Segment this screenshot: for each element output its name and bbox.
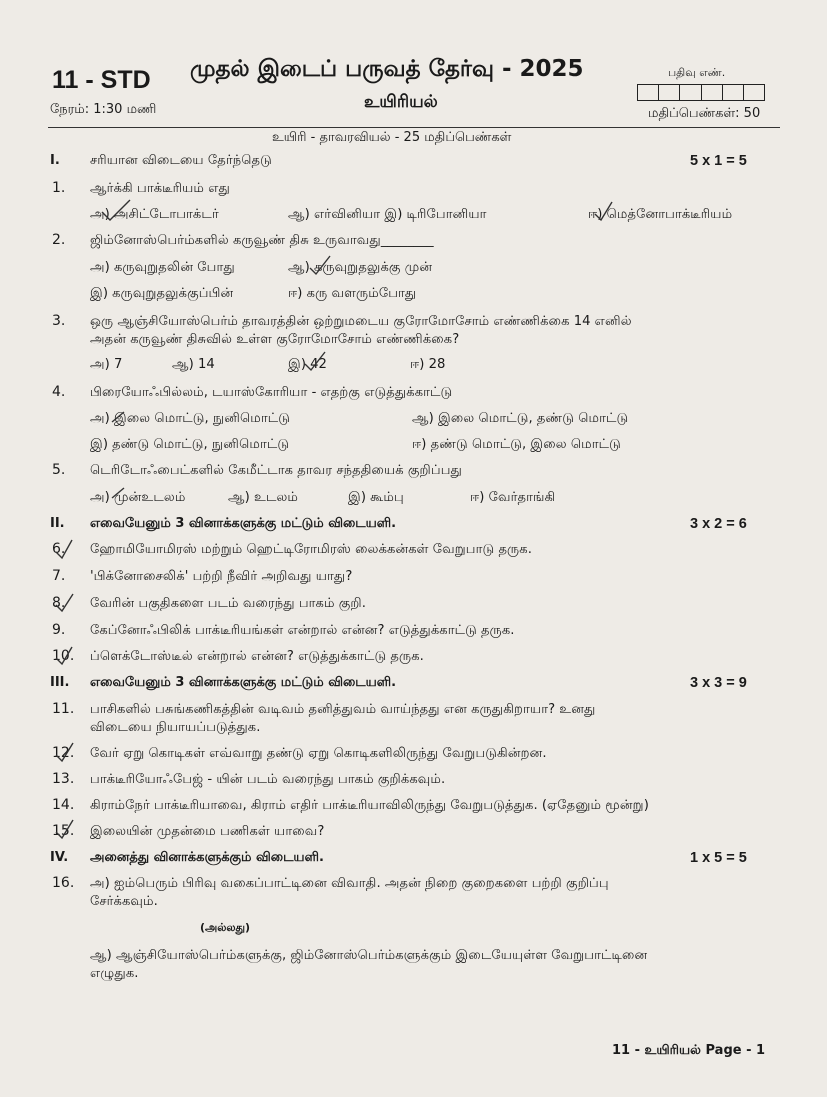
question-number: 4.: [52, 384, 66, 400]
option: இ) கூம்பு: [348, 490, 404, 505]
section-number: IV.: [50, 850, 69, 865]
subject-title: உயிரியல்: [364, 92, 438, 112]
tick-mark: [56, 743, 73, 761]
question-text: விடையை நியாயப்படுத்துக.: [90, 720, 261, 735]
exam-time: நேரம்: 1:30 மணி: [50, 102, 157, 117]
question-text: பாக்டீரியோஃபேஜ் - யின் படம் வரைந்து பாகம் குறிக்கவும்.: [90, 772, 446, 787]
question-number: 11.: [52, 701, 75, 717]
option: ஆ) கருவுறுதலுக்கு முன்: [288, 260, 433, 275]
question-number: 2.: [52, 232, 66, 248]
tick-mark: [305, 352, 325, 370]
tick-mark: [112, 412, 124, 422]
question-text: ஒரு ஆஞ்சியோஸ்பெர்ம் தாவரத்தின் ஒற்றுமடைய குரோமோசோம் எண்ணிக்கை 14 எனில்: [90, 314, 632, 329]
question-text: ஆ) ஆஞ்சியோஸ்பெர்ம்களுக்கு, ஜிம்னோஸ்பெர்ம்களுக்கும் இடையேயுள்ள வேறுபாட்டினை: [90, 948, 648, 963]
question-text: வேர் ஏறு கொடிகள் எவ்வாறு தண்டு ஏறு கொடிகளிலிருந்து வேறுபடுகின்றன.: [90, 746, 547, 761]
question-text: சேர்க்கவும்.: [90, 894, 158, 909]
option: ஈ) தண்டு மொட்டு, இலை மொட்டு: [412, 437, 621, 452]
option: ஆ) எர்வினியா இ) டிரிபோனியா: [288, 207, 487, 222]
section-title: எவையேனும் 3 வினாக்களுக்கு மட்டும் விடையளி.: [90, 516, 397, 531]
tick-mark: [595, 202, 612, 220]
question-number: 15.: [52, 823, 75, 839]
question-number: 13.: [52, 771, 75, 787]
tick-mark: [56, 820, 73, 838]
option: ஈ) கரு வளரும்போது: [288, 286, 417, 301]
question-number: 14.: [52, 797, 75, 813]
question-text: அ) ஐம்பெரும் பிரிவு வகைப்பாட்டினை விவாதி. அதன் நிறை குறைகளை பற்றி குறிப்பு: [90, 876, 609, 891]
question-number: 3.: [52, 313, 66, 329]
tick-mark: [102, 200, 130, 220]
option: அ) அசிட்டோபாக்டர்: [90, 207, 219, 222]
tick-mark: [56, 647, 72, 664]
section-title: அனைத்து வினாக்களுக்கும் விடையளி.: [90, 850, 324, 865]
part-heading: உயிரி - தாவரவியல் - 25 மதிப்பெண்கள்: [272, 130, 512, 145]
question-text: பிரையோஃபில்லம், டயாஸ்கோரியா - எதற்கு எடுத்துக்காட்டு: [90, 385, 453, 400]
question-number: 7.: [52, 568, 66, 584]
section-title: எவையேனும் 3 வினாக்களுக்கு மட்டும் விடையளி.: [90, 675, 397, 690]
section-marks: 3 x 2 = 6: [690, 516, 747, 532]
question-text: ஜிம்னோஸ்பெர்ம்களில் கருவூண் திசு உருவாவது________: [90, 233, 434, 248]
section-number: III.: [50, 675, 70, 690]
exam-title: முதல் இடைப் பருவத் தேர்வு - 2025: [190, 56, 584, 82]
or-separator: (அல்லது): [200, 921, 251, 934]
question-text: கேப்னோஃபிலிக் பாக்டீரியங்கள் என்றால் என்ன? எடுத்துக்காட்டு தருக.: [90, 623, 515, 638]
section-marks: 1 x 5 = 5: [690, 850, 747, 866]
question-text: கிராம்நேர் பாக்டீரியாவை, கிராம் எதிர் பாக்டீரியாவிலிருந்து வேறுபடுத்துக. (ஏதேனும் மூன்று): [90, 798, 649, 813]
class-std: 11 - STD: [52, 66, 151, 94]
option: அ) கருவுறுதலின் போது: [90, 260, 235, 275]
option: ஈ) மெத்னோபாக்டீரியம்: [588, 207, 733, 222]
tick-mark: [112, 488, 124, 498]
question-number: 9.: [52, 622, 66, 638]
question-text: இலையின் முதன்மை பணிகள் யாவை?: [90, 824, 325, 839]
question-text: 'பிக்னோசைலிக்' பற்றி நீவிர் அறிவது யாது?: [90, 569, 353, 584]
option: இ) தண்டு மொட்டு, நுனிமொட்டு: [90, 437, 290, 452]
question-text: ஹோமியோமிரஸ் மற்றும் ஹெட்டிரோமிரஸ் லைக்கன்கள் வேறுபாடு தருக.: [90, 542, 532, 557]
section-marks: 5 x 1 = 5: [690, 153, 747, 169]
section-marks: 3 x 3 = 9: [690, 675, 747, 691]
tick-mark: [56, 540, 72, 558]
page-footer: 11 - உயிரியல் Page - 1: [612, 1043, 766, 1058]
question-text: ஆர்க்கி பாக்டீரியம் எது: [90, 181, 230, 196]
max-marks: மதிப்பெண்கள்: 50: [648, 106, 761, 121]
question-number: 12.: [52, 745, 75, 761]
option: ஆ) உடலம்: [228, 490, 299, 505]
question-number: 16.: [52, 875, 75, 891]
tick-mark: [56, 594, 73, 611]
option: ஆ) 14: [172, 357, 215, 372]
question-number: 8.: [52, 595, 66, 611]
question-number: 6.: [52, 541, 66, 557]
option: ஈ) 28: [410, 357, 446, 372]
section-number: II.: [50, 516, 65, 531]
question-text: டெரிடோஃபைட்களில் கேமீட்டாக தாவர சந்ததியைக் குறிப்பது: [90, 463, 462, 478]
question-number: 1.: [52, 180, 66, 196]
tick-mark: [310, 256, 330, 274]
option: ஈ) வேர்தாங்கி: [470, 490, 556, 505]
question-text: வேரின் பகுதிகளை படம் வரைந்து பாகம் குறி.: [90, 596, 366, 611]
option: இ) கருவுறுதலுக்குப்பின்: [90, 286, 234, 301]
reg-no-label: பதிவு எண்.: [668, 66, 726, 79]
option: இ) 42: [288, 357, 327, 372]
question-text: அதன் கருவூண் திசுவில் உள்ள குரோமோசோம் எண்ணிக்கை?: [90, 332, 460, 347]
option: அ) 7: [90, 357, 123, 372]
question-number: 10.: [52, 648, 75, 664]
option: அ) இலை மொட்டு, நுனிமொட்டு: [90, 411, 291, 426]
option: அ) முன்உடலம்: [90, 490, 186, 505]
question-text: எழுதுக.: [90, 966, 139, 981]
section-number: I.: [50, 153, 60, 168]
option: ஆ) இலை மொட்டு, தண்டு மொட்டு: [412, 411, 629, 426]
section-title: சரியான விடையை தேர்ந்தெடு: [90, 153, 272, 168]
question-text: பாசிகளில் பசுங்கணிகத்தின் வடிவம் தனித்துவம் வாய்ந்தது என கருதுகிறாயா? உனது: [90, 702, 596, 717]
question-number: 5.: [52, 462, 66, 478]
question-text: ப்ளெக்டோஸ்டீல் என்றால் என்ன? எடுத்துக்காட்டு தருக.: [90, 649, 424, 664]
